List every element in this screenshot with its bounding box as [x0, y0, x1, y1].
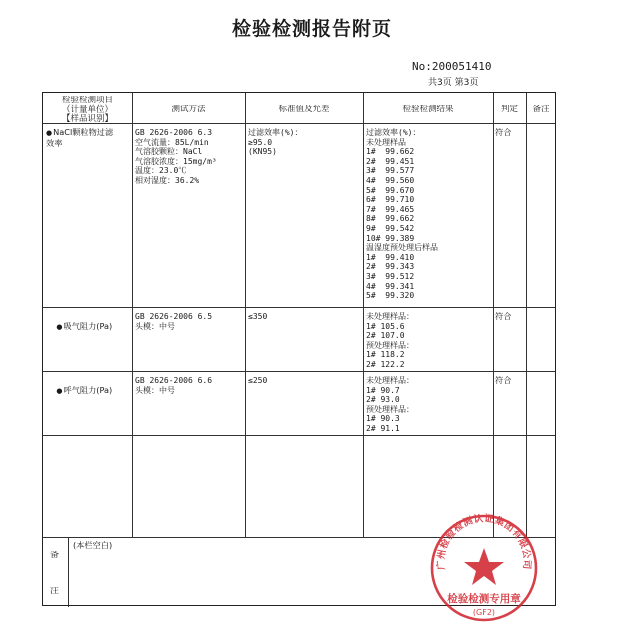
- row1-item-label: NaCl颗粒物过滤 效率: [46, 128, 114, 148]
- row2-judgment: 符合: [495, 312, 512, 321]
- svg-text:(GF2): (GF2): [472, 608, 496, 617]
- row2-item-label: 吸气阻力(Pa): [63, 320, 113, 331]
- star-icon: [464, 548, 504, 585]
- remarks-blank-note: (本栏空白): [73, 541, 113, 550]
- row1-standard: 过滤效率(%)： ≥95.0 (KN95): [248, 128, 303, 157]
- row1-judgment: 符合: [495, 128, 512, 137]
- header-judgment: 判定: [500, 105, 518, 114]
- row3-item: [46, 376, 132, 406]
- row3-result: 未处理样品： 1# 90.7 2# 93.0 预处理样品： 1# 90.3 2# 91.1: [366, 376, 414, 433]
- remarks-label-top: 备: [50, 551, 60, 560]
- page-title: 检验检测报告附页: [231, 18, 392, 40]
- bullet-icon: ●: [56, 386, 63, 395]
- row2-result: 未处理样品： 1# 105.6 2# 107.0 预处理样品： 1# 118.2 2# 122.2: [366, 312, 414, 369]
- header-item: 检验检测项目 （计量单位） 【样品识别】: [61, 96, 113, 125]
- row3-method: GB 2626-2006 6.6 头模：中号: [135, 376, 213, 395]
- row2-item: [46, 312, 132, 342]
- header-remarks: 备注: [532, 105, 550, 114]
- row3-standard: ≤250: [248, 376, 268, 385]
- header-method: 测试方法: [171, 105, 206, 114]
- page-count: 共3页 第3页: [428, 78, 479, 88]
- official-seal-stamp: [428, 512, 540, 624]
- bullet-icon: ●: [56, 322, 63, 331]
- row3-item-label: 呼气阻力(Pa): [63, 384, 113, 395]
- bullet-icon: ●: [46, 129, 53, 137]
- row2-standard: ≤350: [248, 312, 268, 321]
- row1-method: GB 2626-2006 6.3 空气流量：85L/min 气溶胶颗粒：NaCl 气溶胶浓度：15mg/m³ 温度：23.0℃ 相对湿度：36.2%: [135, 128, 217, 185]
- header-standard: 标准值及允差: [278, 105, 330, 114]
- row1-item: [46, 128, 132, 148]
- row3-judgment: 符合: [495, 376, 512, 385]
- svg-text:广州检验检测认证集团有限公司: 广州检验检测认证集团有限公司: [435, 513, 533, 571]
- header-result: 检验检测结果: [402, 105, 454, 114]
- row2-method: GB 2626-2006 6.5 头模：中号: [135, 312, 213, 331]
- remarks-label-bottom: 注: [50, 587, 60, 596]
- report-number: No:200051410: [412, 60, 492, 73]
- row1-result: 过滤效率(%)： 未处理样品 1# 99.662 2# 99.451 3# 99.577 4# 99.560 5# 99.670 6# 99.710 7# 99.465 8# 99.662 9# 99.542 10# 99.389 温湿度预处理后样品 1# 99.410 2# 99.343 3# 99.512 4# 99.341 5# 99.320: [366, 128, 438, 301]
- svg-text:检验检测专用章: 检验检测专用章: [447, 593, 521, 605]
